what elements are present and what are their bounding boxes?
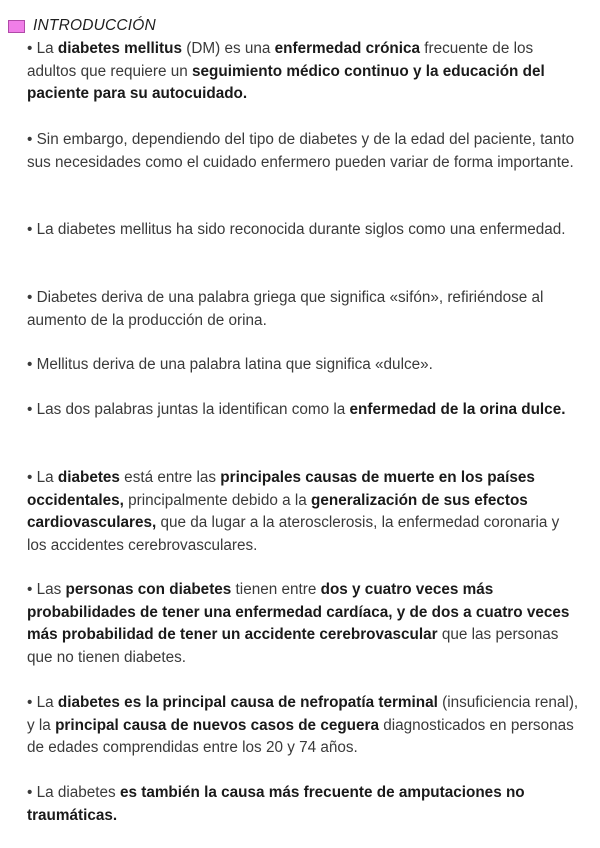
text-run: tienen entre xyxy=(231,581,321,598)
text-run: • La xyxy=(27,469,58,486)
paragraph-5 xyxy=(27,354,433,377)
text-run: • Sin embargo, dependiendo del tipo de diabetes y de la edad del paciente, tanto sus necesidades como el cuidado enfermero pueden variar de forma importante. xyxy=(27,131,575,171)
bold-text-run: enfermedad crónica xyxy=(274,40,421,57)
pink-square-icon xyxy=(8,20,25,33)
bold-text-run: diabetes mellitus xyxy=(57,40,182,57)
bold-text-run: es también la causa más frecuente de amputaciones no traumáticas. xyxy=(27,784,525,824)
text-run: (DM) es una xyxy=(182,40,275,57)
text-run: • La xyxy=(27,694,58,711)
section-heading xyxy=(8,17,156,35)
text-run: • La diabetes mellitus ha sido reconocida durante siglos como una enfermedad. xyxy=(27,221,566,238)
text-run: está entre las xyxy=(119,469,221,486)
bold-text-run: principal causa de nuevos casos de ceguera xyxy=(55,716,379,734)
bold-text-run: personas con diabetes xyxy=(65,581,232,598)
paragraph-1 xyxy=(27,38,583,106)
text-run: • Las dos palabras juntas la identifican como la xyxy=(27,401,350,418)
paragraph-10 xyxy=(27,782,583,827)
bold-text-run: diabetes es la principal causa de nefropatía terminal xyxy=(57,694,438,711)
text-run: • Las xyxy=(27,581,66,598)
bold-text-run: enfermedad de la orina dulce. xyxy=(349,401,566,418)
text-run: diagnosticados en personas de edades comprendidas entre los 20 y 74 años. xyxy=(27,716,574,756)
bold-text-run: principales causas de muerte en los países occidentales, xyxy=(27,469,535,509)
text-run: • La diabetes xyxy=(27,784,120,801)
paragraph-8 xyxy=(27,579,583,669)
paragraph-2 xyxy=(27,129,583,174)
text-run: que las personas que no tienen diabetes. xyxy=(27,626,559,666)
bold-text-run: dos y cuatro veces más probabilidades de tener una enfermedad cardíaca, y de dos a cuatro veces más probabilidad de tener un accidente cerebrovascular xyxy=(27,581,570,643)
bold-text-run: generalización de sus efectos cardiovasculares, xyxy=(27,491,528,531)
text-run: • Mellitus deriva de una palabra latina que significa «dulce». xyxy=(27,356,433,373)
text-run: que da lugar a la aterosclerosis, la enfermedad coronaria y los accidentes cerebrovasculares. xyxy=(27,514,560,554)
text-run: frecuente de los adultos que requiere un xyxy=(27,40,534,80)
text-run: • Diabetes deriva de una palabra griega que significa «sifón», refiriéndose al aumento de la producción de orina. xyxy=(27,289,544,329)
text-run: (insuficiencia renal), y la xyxy=(27,694,579,734)
paragraph-4 xyxy=(27,287,583,332)
paragraph-6 xyxy=(27,399,565,422)
text-run: principalmente debido a la xyxy=(123,491,312,509)
paragraph-3 xyxy=(27,219,566,242)
bold-text-run: diabetes xyxy=(57,469,120,486)
section-title: INTRODUCCIÓN xyxy=(33,17,156,34)
paragraph-9 xyxy=(27,692,583,760)
text-run: • La xyxy=(27,40,58,57)
paragraph-7 xyxy=(27,467,583,557)
bold-text-run: seguimiento médico continuo y la educación del paciente para su autocuidado. xyxy=(27,62,545,102)
